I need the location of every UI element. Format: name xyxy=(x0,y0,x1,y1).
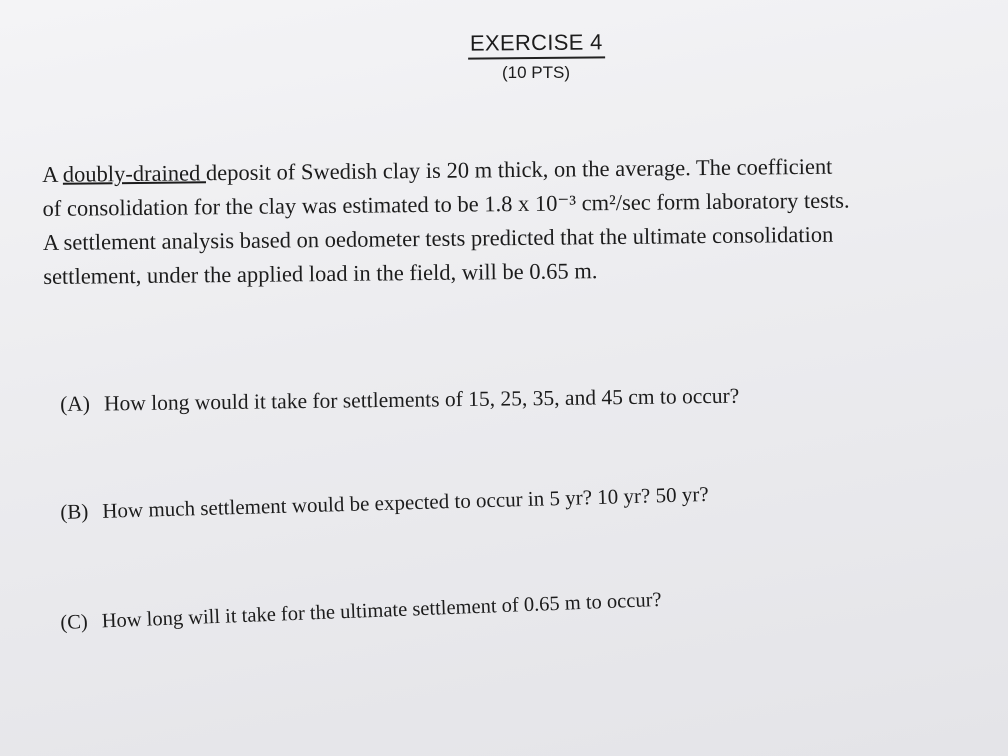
question-a-label: (A) xyxy=(60,391,91,416)
question-c-label: (C) xyxy=(60,610,89,634)
problem-line-3: A settlement analysis based on oedometer tests predicted that the ultimate consolidation xyxy=(42,221,834,255)
question-b-label: (B) xyxy=(60,499,89,524)
question-c-text: How long will it take for the ultimate settlement of 0.65 m to occur? xyxy=(101,588,662,633)
question-b xyxy=(60,482,709,525)
problem-line-2: of consolidation for the clay was estimated to be 1.8 x 10⁻³ cm²/sec form laboratory tests. xyxy=(42,187,850,221)
problem-line-4: settlement, under the applied load in the field, will be 0.65 m. xyxy=(43,258,598,289)
problem-statement xyxy=(42,148,963,294)
exercise-points: (10 PTS) xyxy=(502,63,571,82)
question-a xyxy=(60,384,739,417)
question-c xyxy=(60,589,662,635)
problem-line-1-rest: deposit of Swedish clay is 20 m thick, on the average. The coefficient xyxy=(205,153,833,186)
exercise-title: EXERCISE 4 xyxy=(468,29,605,59)
question-a-text: How long would it take for settlements of 15, 25, 35, and 45 cm to occur? xyxy=(103,383,740,416)
exercise-heading xyxy=(468,30,618,83)
question-b-text: How much settlement would be expected to occur in 5 yr? 10 yr? 50 yr? xyxy=(101,481,709,523)
problem-line-1-prefix: A xyxy=(42,161,63,187)
doubly-drained-term: doubly-drained xyxy=(62,160,207,187)
